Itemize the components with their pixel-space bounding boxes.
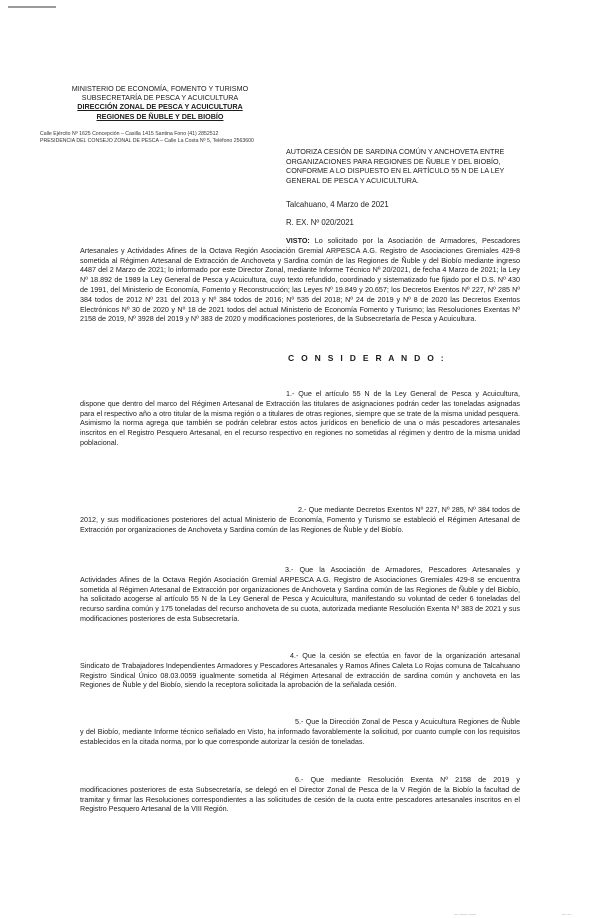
date-line: Talcahuano, 4 Marzo de 2021	[286, 200, 389, 209]
footer-mark-right: — —	[562, 911, 572, 916]
paragraph-3	[80, 565, 520, 624]
paragraph-1	[80, 389, 520, 448]
address-line: Calle Ejército Nº 1625 Concepción – Casilla 1415 Santina Fono (41) 2852512	[40, 131, 219, 137]
paragraph-text: Exenta Nº 2158 de 2019 y modificaciones posteriores de esta Subsecretaría, se delegó en el Director Zonal de Pesca de la V Región de la Biobío la facultad de tramitar y firmar las Resoluciones correspondientes a las solicitudes de cesión de la cuota entre pescadores artesanales inscritos en el Registro Pesquero Artesanal de la VIII Región.	[80, 775, 521, 814]
paragraph-text: en favor de la organización artesanal Sindicato de Trabajadores Independientes Armadores y Pescadores Artesanales y Ramos Afines Caleta Lo Rojas comuna de Talcahuano Registro Sindical Único 08.03.0059 igualmente sometida al Régimen Artesanal de extracción de sardina común y anchoveta en las Regiones de Ñuble y del Biobío, siendo la receptora solicitada la aprobación de la señalada cesión.	[80, 651, 520, 690]
undersecretariat-name: SUBSECRETARÍA DE PESCA Y ACUICULTURA	[81, 93, 239, 103]
address-block	[40, 131, 280, 145]
paragraph-4	[80, 651, 520, 690]
visto-label: VISTO:	[286, 236, 310, 245]
paragraph-lead: 4.- Que la cesión se efectúa	[290, 651, 389, 660]
paragraph-lead: 2.- Que mediante Decretos Exentos Nº 227, Nº 285, Nº	[298, 505, 476, 514]
paragraph-lead: 3.- Que la Asociación de	[285, 565, 380, 574]
footer-mark-left: — —— ——	[454, 911, 477, 916]
regions-name: REGIONES DE ÑUBLE Y DEL BIOBÍO	[96, 111, 224, 121]
paragraph-text: Armadores, Pescadores Artesanales y Actividades Afines de la Octava Región Asociación Gremial ARPESCA A.G. Registro de Asociaciones Gremiales 429-8 se encuentra sometida al Régimen Artesanal de Extracción por organizaciones de Anchoveta y Sardina común de las Regiones de Ñuble y del Biobío, ha solicitado acogerse al artículo 55 N de la Ley General de Pesca y Acuicultura, manifestando su voluntad de ceder 6 toneladas del recurso sardina común y 175 toneladas del recurso anchoveta de su cuota, autorizada mediante Resolución Exenta Nº 383 de 2021 y sus modificaciones posteriores de esta Subsecretaría.	[80, 565, 521, 623]
considerando-heading: C O N S I D E R A N D O :	[288, 353, 446, 363]
paragraph-5	[80, 717, 520, 746]
paragraph-lead: 5.- Que la Dirección Zonal	[295, 717, 380, 726]
address-line: PRESIDENCIA DEL CONSEJO ZONAL DE PESCA – Calle La Costa Nº 5, Teléfono 2563600	[40, 137, 254, 144]
paragraph-text: 384 todos de 2012, y sus modificaciones posteriores del actual Ministerio de Economía, Fomento y Turismo se estableció el Régimen Artesanal de Extracción por organizaciones de Anchoveta y Sardina común de las Regiones de Ñuble y del Biobío.	[80, 505, 520, 534]
ministry-name: MINISTERIO DE ECONOMÍA, FOMENTO Y TURISMO	[71, 84, 249, 93]
letterhead	[60, 84, 260, 121]
paragraph-2	[80, 505, 520, 534]
paragraph-text: de Pesca y Acuicultura Regiones de Ñuble y del Biobío, mediante Informe técnico señalado en Visto, ha informado favorablemente la solicitud, por cuanto cumple con los requisitos establecidos en la citada norma, por lo que corresponde autorizar la cesión de toneladas.	[80, 717, 520, 746]
paragraph-lead: 6.- Que mediante Resolución	[295, 775, 404, 784]
scan-mark	[8, 6, 56, 8]
paragraph-lead: 1.- Que el artículo 55 N de la	[286, 389, 391, 398]
resolution-subject: AUTORIZA CESIÓN DE SARDINA COMÚN Y ANCHOVETA ENTRE ORGANIZACIONES PARA REGIONES DE ÑUBLE Y DEL BIOBÍO, CONFORME A LO DISPUESTO EN EL ARTÍCULO 55 N DE LA LEY GENERAL DE PESCA Y ACUICULTURA.	[286, 147, 505, 185]
paragraph-text: Ley General de Pesca y Acuicultura, dispone que dentro del marco del Régimen Artesanal de Extracción las titulares de asignaciones podrán ceder las toneladas asignadas para el respectivo año a otro titular de la misma región o a titulares de otras regiones, siempre que se trate de la misma unidad pesquera. Asimismo la norma agrega que también se podrán celebrar estos actos jurídicos en beneficio de una o más pescadores artesanales inscritos en el Registro Pesquero Artesanal, en el recurso respectivo en regiones no sometidas al régimen y dentro de la misma unidad poblacional.	[80, 389, 521, 447]
resolution-number: R. EX. Nº 020/2021	[286, 218, 354, 227]
direction-name: DIRECCIÓN ZONAL DE PESCA Y ACUICULTURA	[77, 102, 243, 112]
visto-text: Lo solicitado por la Asociación de Armadores, Pescadores Artesanales y Actividades Afines de la Octava Región Asociación Gremial ARPESCA A.G. Registro de Asociaciones Gremiales 429-8 sometida al Régimen Artesanal de Extracción de Anchoveta y Sardina común de las Regiones de Ñuble y del Biobío mediante ingreso 4487 del 2 Marzo de 2021; lo informado por este Director Zonal, mediante Informe Técnico Nº 20/2021, de fecha 4 Marzo de 2021; la Ley Nº 18.892 de 1989 la Ley General de Pesca y Acuicultura, cuyo texto refundido, coordinado y sistematizado fue fijado por el D.S. Nº 430 de 1991, del Ministerio de Economía, Fomento y Reconstrucción; las Leyes Nº 19.849 y 20.657; los Decretos Exentos Nº 227, Nº 285 Nº 384 todos de 2012 Nº 231 del 2013 y Nº 384 todos de 2016; Nº 535 del 2018; Nº 24 de 2019 y Nº 8 de 2020 las Decretos Exentos Electrónicos Nº 30 de 2020 y Nº 18 de 2021 todos del actual Ministerio de Economía Fomento y Turismo; las Resoluciones Exentas Nº 2158 de 2019, Nº 3928 del 2019 y Nº 383 de 2020 y modificaciones posteriores, de la Subsecretaría de Pesca y Acuicultura.	[80, 236, 521, 324]
paragraph-6	[80, 775, 520, 814]
visto-paragraph	[80, 236, 520, 324]
